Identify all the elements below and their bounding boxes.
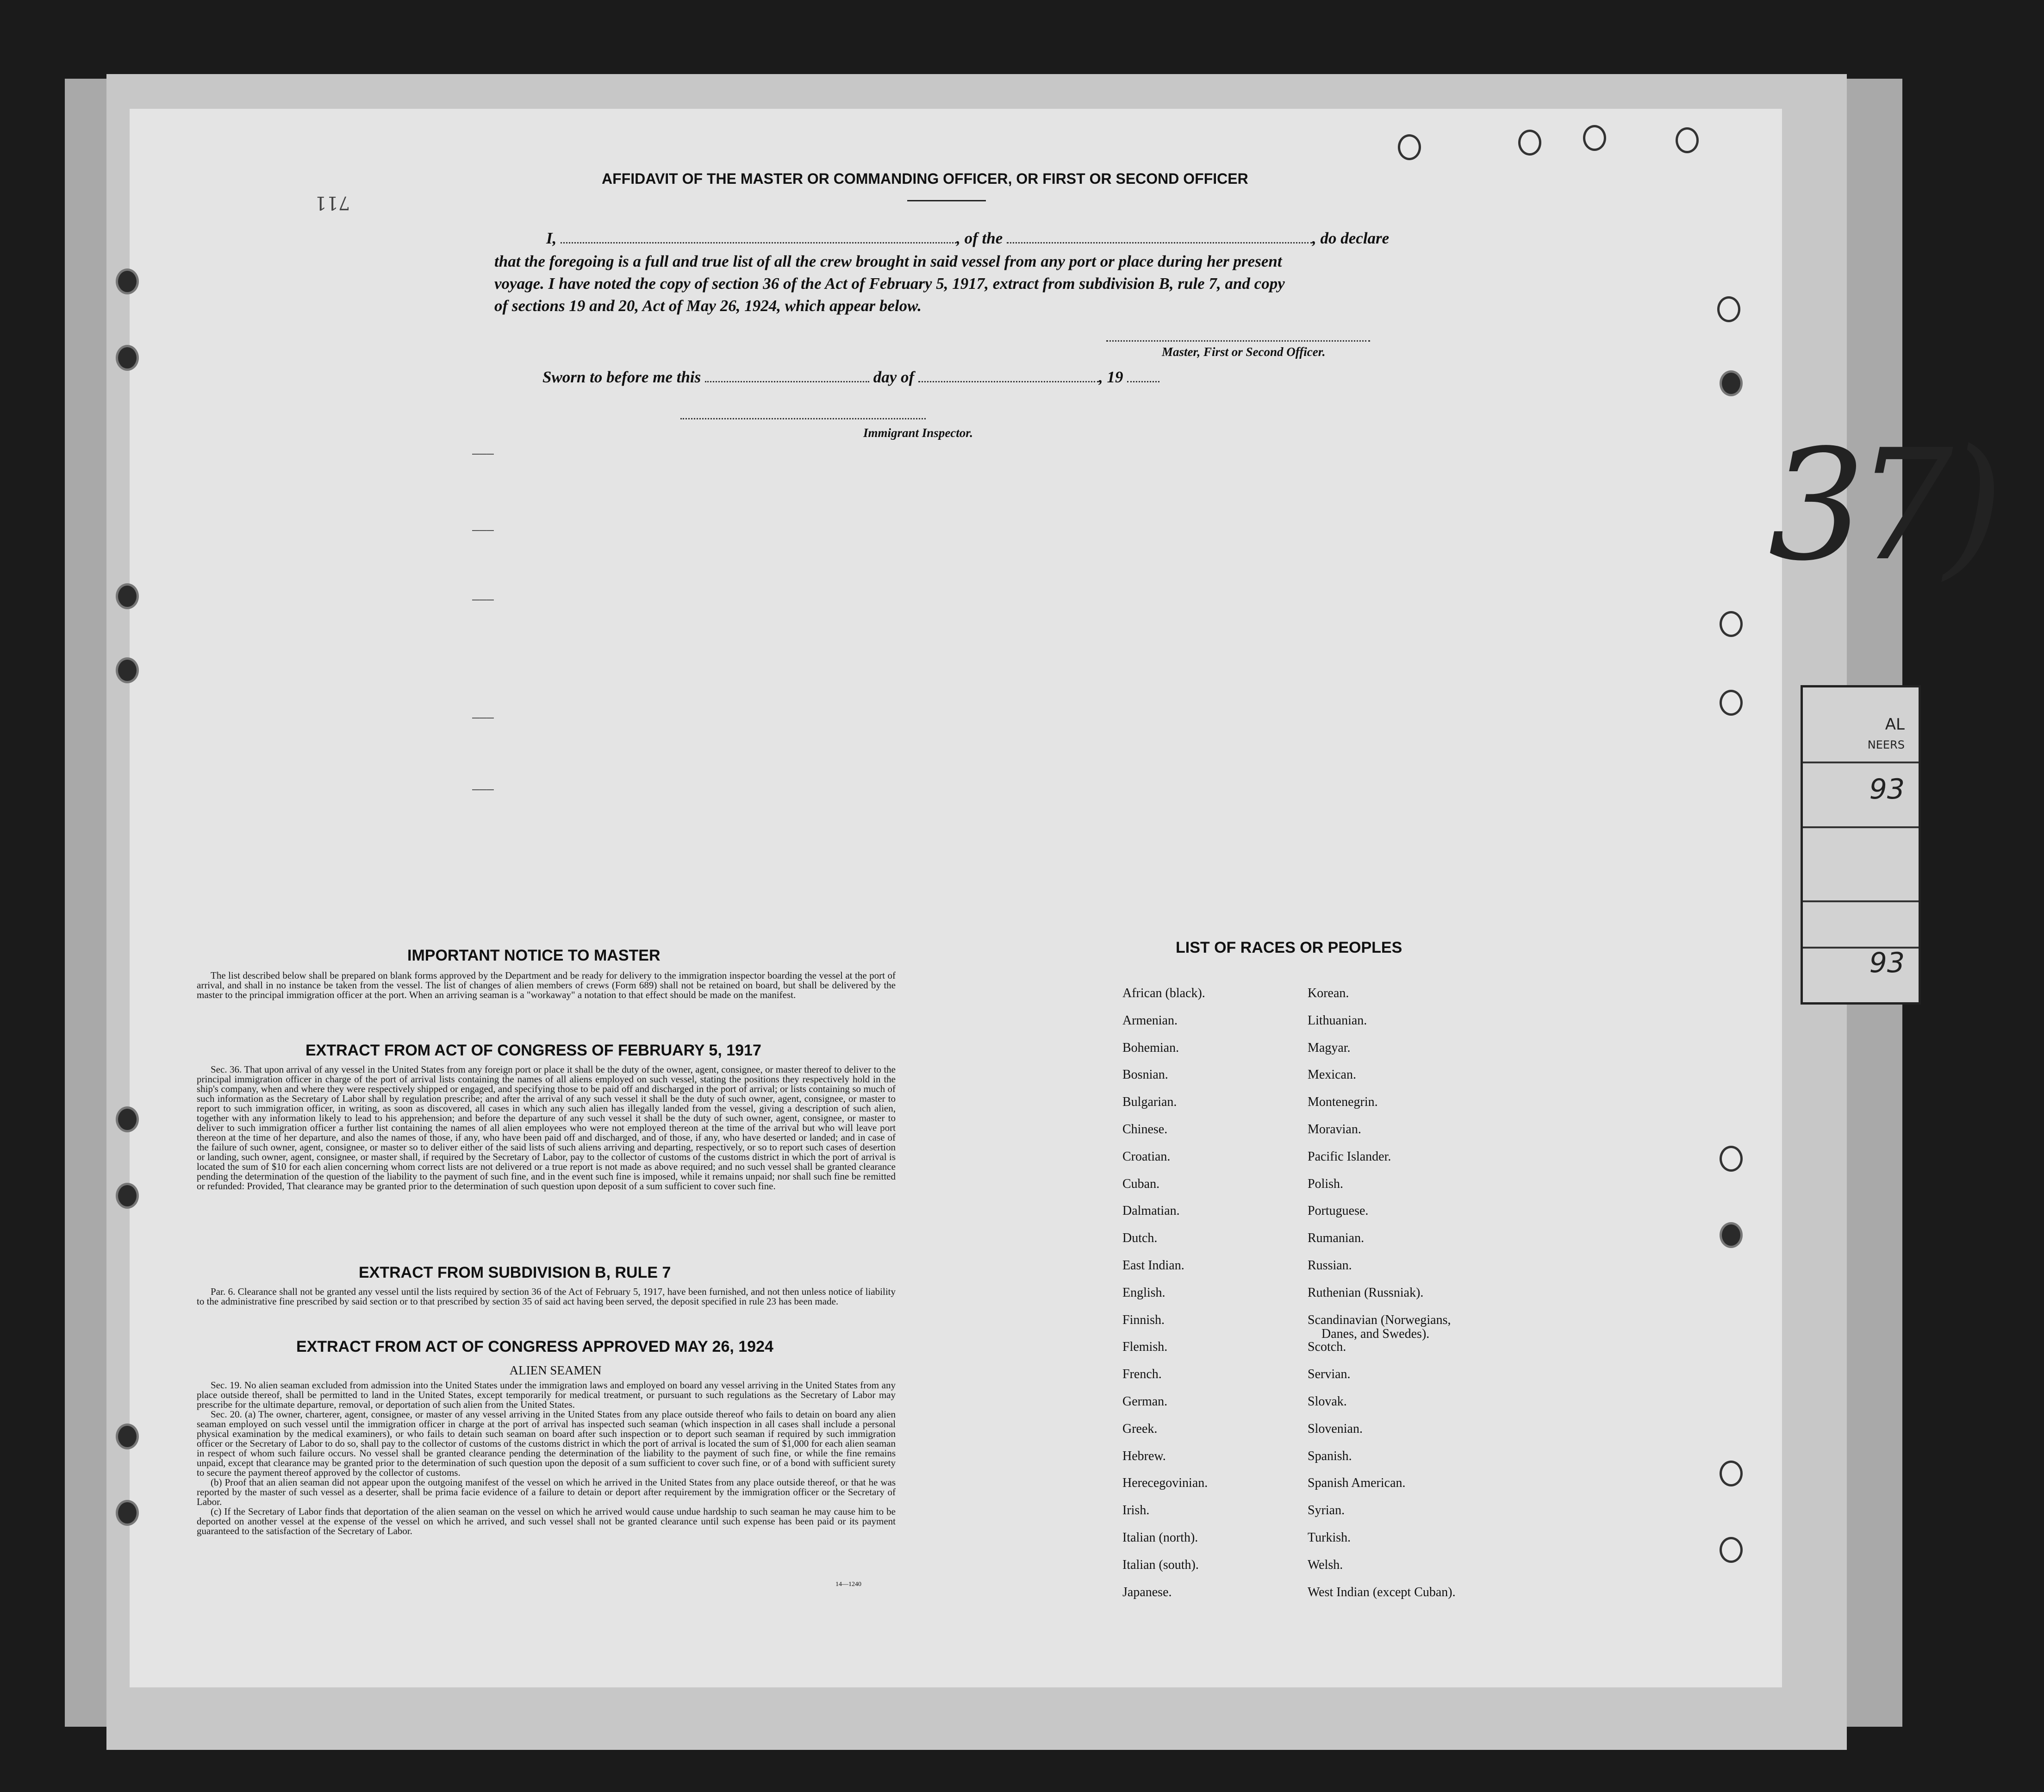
sworn-day-field[interactable]: [705, 381, 869, 382]
ruled-dash: –––: [472, 782, 494, 796]
binder-hole: [1717, 296, 1740, 322]
form-number: 14—1240: [835, 1581, 861, 1588]
race-item: Russian.: [1308, 1258, 1352, 1273]
binder-hole: [1676, 127, 1699, 153]
race-item: Dutch.: [1122, 1231, 1158, 1246]
race-item: Croatian.: [1122, 1149, 1171, 1164]
ruled-dash: –––: [472, 593, 494, 606]
tab-label-2: NEERS: [1867, 738, 1905, 751]
binder-hole: [116, 657, 139, 683]
extract1-text: Sec. 36. That upon arrival of any vessel in the United States from any foreign port or place it shall be the duty of the owner, agent, consignee, or master thereof to deliver to the principal immigration officer in charge of the port of arrival lists containing the names of all aliens employed on such vessel, stating the positions they respectively hold in the ship's company, when and where they were respectively shipped or engaged, and specifying those to be paid off and discharged in the port of arrival; or lists containing so much of such information as the Secretary of Labor shall by regulation prescribe; and after the arrival of any such vessel it shall be the duty of such owner, agent, consignee, or master to report to such immigration officer, in writing, as soon as discovered, all cases in which any such alien has illegally landed from the vessel, giving a description of such alien, together with any information likely to lead to his apprehension; and before the departure of any such vessel it shall be the duty of such owner, agent, consignee, or master to deliver to such immigration officer a further list containing the names of all alien employees who were not employed thereon at the time of the arrival but who will leave port thereon at the time of her departure, and also the names of those, if any, who have been paid off and discharged, and of those, if any, who have deserted or landed; and in case of the failure of such owner, agent, consignee, or master so to deliver either of the said lists of such aliens arriving and departing, respectively, or so to report such cases of desertion or landing, such owner, agent, consignee, or master shall, if required by the Secretary of Labor, pay to the collector of customs of the customs district in which the port of arrival is located the sum of $10 for each alien concerning whom correct lists are not delivered or a true report is not made as above required; and no such vessel shall be granted clearance pending the determination of the question of the liability to the payment of such fine, and in the event such fine is imposed, while it remains unpaid; nor shall such fine be remitted or refunded: Provided, That clearance may be granted prior to the determination of such question upon deposit of a sum sufficient to cover such fine.: [197, 1064, 896, 1192]
sec-20c-text: (c) If the Secretary of Labor finds that deportation of the alien seaman on the vessel on which he arrived would cause undue hardship to such seaman he may cause him to be deported on another vessel at the expense of the vessel on which he arrived, and such vessel shall not be granted clearance until such expense has been paid or its payment guaranteed to the satisfaction of the Secretary of Labor.: [197, 1506, 896, 1536]
declaration-line-1: I, , of the , do declare: [546, 229, 1390, 247]
binder-hole: [1518, 130, 1541, 156]
inspector-signature-label: Immigrant Inspector.: [863, 426, 973, 440]
race-item: Bulgarian.: [1122, 1095, 1177, 1110]
binder-hole: [1720, 1461, 1743, 1486]
ruled-dash: –––: [472, 523, 494, 537]
race-item: Spanish American.: [1308, 1476, 1406, 1491]
race-item: Bohemian.: [1122, 1040, 1179, 1055]
race-item: Slovak.: [1308, 1394, 1347, 1409]
race-item: French.: [1122, 1367, 1162, 1382]
binder-hole: [1583, 125, 1606, 151]
ruled-dash: –––: [472, 447, 494, 461]
extract2-text: Par. 6. Clearance shall not be granted any vessel until the lists required by section 36 of the Act of February 5, 1917, have been furnished, and not then unless notice of liability to the administrative fine prescribed by said section or to that prescribed by section 35 of said act having been served, the deposit specified in rule 23 has been made.: [197, 1286, 896, 1307]
race-item: Lithuanian.: [1308, 1013, 1367, 1028]
extract2-title: EXTRACT FROM SUBDIVISION B, RULE 7: [359, 1264, 671, 1281]
race-item: East Indian.: [1122, 1258, 1184, 1273]
binder-hole: [1720, 690, 1743, 716]
race-item: English.: [1122, 1285, 1165, 1300]
notice-title: IMPORTANT NOTICE TO MASTER: [407, 947, 661, 964]
race-item: Portuguese.: [1308, 1204, 1369, 1218]
race-item: Magyar.: [1308, 1040, 1351, 1055]
race-item: Finnish.: [1122, 1312, 1165, 1327]
vessel-name-field[interactable]: [1007, 242, 1312, 244]
race-item: German.: [1122, 1394, 1168, 1409]
binder-hole: [116, 268, 139, 294]
binder-hole: [116, 1424, 139, 1449]
race-item: Herecegovinian.: [1122, 1476, 1208, 1491]
race-item: Mexican.: [1308, 1068, 1356, 1082]
race-item: Greek.: [1122, 1421, 1158, 1436]
race-item: Welsh.: [1308, 1557, 1343, 1572]
race-item: Armenian.: [1122, 1013, 1178, 1028]
declaration-line-3: voyage. I have noted the copy of section 36 of the Act of February 5, 1917, extract from subdivision B, rule 7, and copy: [494, 275, 1285, 293]
extract3-title: EXTRACT FROM ACT OF CONGRESS APPROVED MAY 26, 1924: [296, 1338, 773, 1355]
handwritten-number: 37): [1768, 417, 1994, 594]
race-item: Servian.: [1308, 1367, 1351, 1382]
binder-hole: [1720, 611, 1743, 637]
race-item-continuation: Danes, and Swedes).: [1321, 1326, 1430, 1341]
race-item: Hebrew.: [1122, 1449, 1166, 1463]
sworn-month-field[interactable]: [918, 381, 1099, 382]
race-item: Bosnian.: [1122, 1068, 1168, 1082]
binder-hole: [1720, 1537, 1743, 1563]
race-item: Spanish.: [1308, 1449, 1352, 1463]
binder-hole: [116, 583, 139, 609]
race-item: Turkish.: [1308, 1530, 1351, 1545]
sec-19-text: Sec. 19. No alien seaman excluded from admission into the United States under the immigration laws and employed on board any vessel arriving in the United States from any place outside thereof, shall be permitted to land in the United States, except temporarily for medical treatment, or pursuant to such regulations as the Secretary of Labor may prescribe for the ultimate departure, removal, or deportation of such alien from the United States.: [197, 1380, 896, 1410]
side-tab: [1801, 685, 1921, 1005]
race-item: Flemish.: [1122, 1340, 1168, 1355]
race-item: Moravian.: [1308, 1122, 1361, 1136]
race-item: Italian (north).: [1122, 1530, 1198, 1545]
binder-hole: [116, 1183, 139, 1209]
handwritten-mark-top-left: 711: [315, 192, 350, 213]
binder-hole: [116, 1106, 139, 1132]
binder-hole: [116, 345, 139, 371]
sworn-line: Sworn to before me this day of , 19: [542, 368, 1159, 387]
binder-hole: [116, 1500, 139, 1526]
tab-value-1: 93: [1869, 773, 1905, 805]
extract3-text: [197, 1380, 896, 1536]
title-underline: [907, 200, 986, 201]
declaration-line-4: of sections 19 and 20, Act of May 26, 1924, which appear below.: [494, 297, 922, 315]
binder-hole: [1398, 134, 1421, 160]
race-item: Ruthenian (Russniak).: [1308, 1285, 1424, 1300]
notice-text: The list described below shall be prepared on blank forms approved by the Department and be ready for delivery to the immigration inspector boarding the vessel at the port of arrival, and shall in no instance be taken from the vessel. The list of changes of alien members of crews (Form 689) shall not be retained on board, but shall be delivered by the master to the principal immigration officer at the port. When an arriving seaman is a "workaway" a notation to that effect should be made on the manifest.: [197, 970, 896, 1000]
race-item: Pacific Islander.: [1308, 1149, 1391, 1164]
race-item: Syrian.: [1308, 1503, 1345, 1518]
race-item: West Indian (except Cuban).: [1308, 1585, 1456, 1599]
tab-label-1: AL: [1885, 715, 1905, 734]
race-item: Slovenian.: [1308, 1421, 1363, 1436]
race-item: African (black).: [1122, 986, 1205, 1000]
race-item: Scotch.: [1308, 1340, 1346, 1355]
declaration-line-2: that the foregoing is a full and true list of all the crew brought in said vessel from any port or place during her present: [494, 252, 1282, 270]
sec-20a-text: Sec. 20. (a) The owner, charterer, agent, consignee, or master of any vessel arriving in the United States from any place outside thereof who fails to detain on board any alien seaman employed on such vessel until the immigration officer in charge at the port of arrival has inspected such seaman (which inspection in all cases shall include a personal physical examination by the medical examiners), or who fails to detain such seaman on board after such inspection or to deport such seaman if required by such immigration officer or the Secretary of Labor to do so, shall pay to the collector of customs of the customs district in which the port of arrival is located the sum of $1,000 for each alien seaman in respect of whom such failure occurs. No vessel shall be granted clearance pending the determination of the liability to the payment of such fine, or while the fine remains unpaid, except that clearance may be granted prior to the determination of such question upon the deposit of a sum sufficient to cover such fine, or of a bond with sufficient surety to secure the payment thereof approved by the collector of customs.: [197, 1409, 896, 1478]
race-item: Montenegrin.: [1308, 1095, 1378, 1110]
ruled-dash: –––: [472, 711, 494, 724]
sworn-year-field[interactable]: [1127, 381, 1159, 382]
race-item: Dalmatian.: [1122, 1204, 1180, 1218]
declarant-name-field[interactable]: [561, 242, 956, 244]
race-item: Rumanian.: [1308, 1231, 1365, 1246]
tab-value-2: 93: [1869, 947, 1905, 979]
extract3-subtitle: ALIEN SEAMEN: [509, 1363, 602, 1377]
race-item: Cuban.: [1122, 1176, 1160, 1191]
binder-hole: [1720, 1222, 1743, 1248]
race-item: Irish.: [1122, 1503, 1150, 1518]
inspector-signature-line[interactable]: [680, 418, 926, 419]
master-signature-line[interactable]: [1106, 340, 1370, 342]
race-item: Korean.: [1308, 986, 1349, 1000]
race-item: Italian (south).: [1122, 1557, 1199, 1572]
extract1-title: EXTRACT FROM ACT OF CONGRESS OF FEBRUARY 5, 1917: [305, 1042, 761, 1059]
race-item: Japanese.: [1122, 1585, 1172, 1599]
race-item: Chinese.: [1122, 1122, 1168, 1136]
master-signature-label: Master, First or Second Officer.: [1162, 345, 1326, 359]
races-title: LIST OF RACES OR PEOPLES: [1176, 939, 1402, 956]
affidavit-title: AFFIDAVIT OF THE MASTER OR COMMANDING OFFICER, OR FIRST OR SECOND OFFICER: [602, 170, 1248, 187]
sec-20b-text: (b) Proof that an alien seaman did not appear upon the outgoing manifest of the vessel on which he arrived in the United States from any place outside thereof, or that he was reported by the master of such vessel as a deserter, shall be prima facie evidence of a failure to detain or deport after requirement by the immigration officer or the Secretary of Labor.: [197, 1477, 896, 1507]
race-item: Scandinavian (Norwegians,: [1308, 1312, 1451, 1327]
race-item: Polish.: [1308, 1176, 1344, 1191]
binder-hole: [1720, 1146, 1743, 1172]
binder-hole: [1720, 370, 1743, 396]
